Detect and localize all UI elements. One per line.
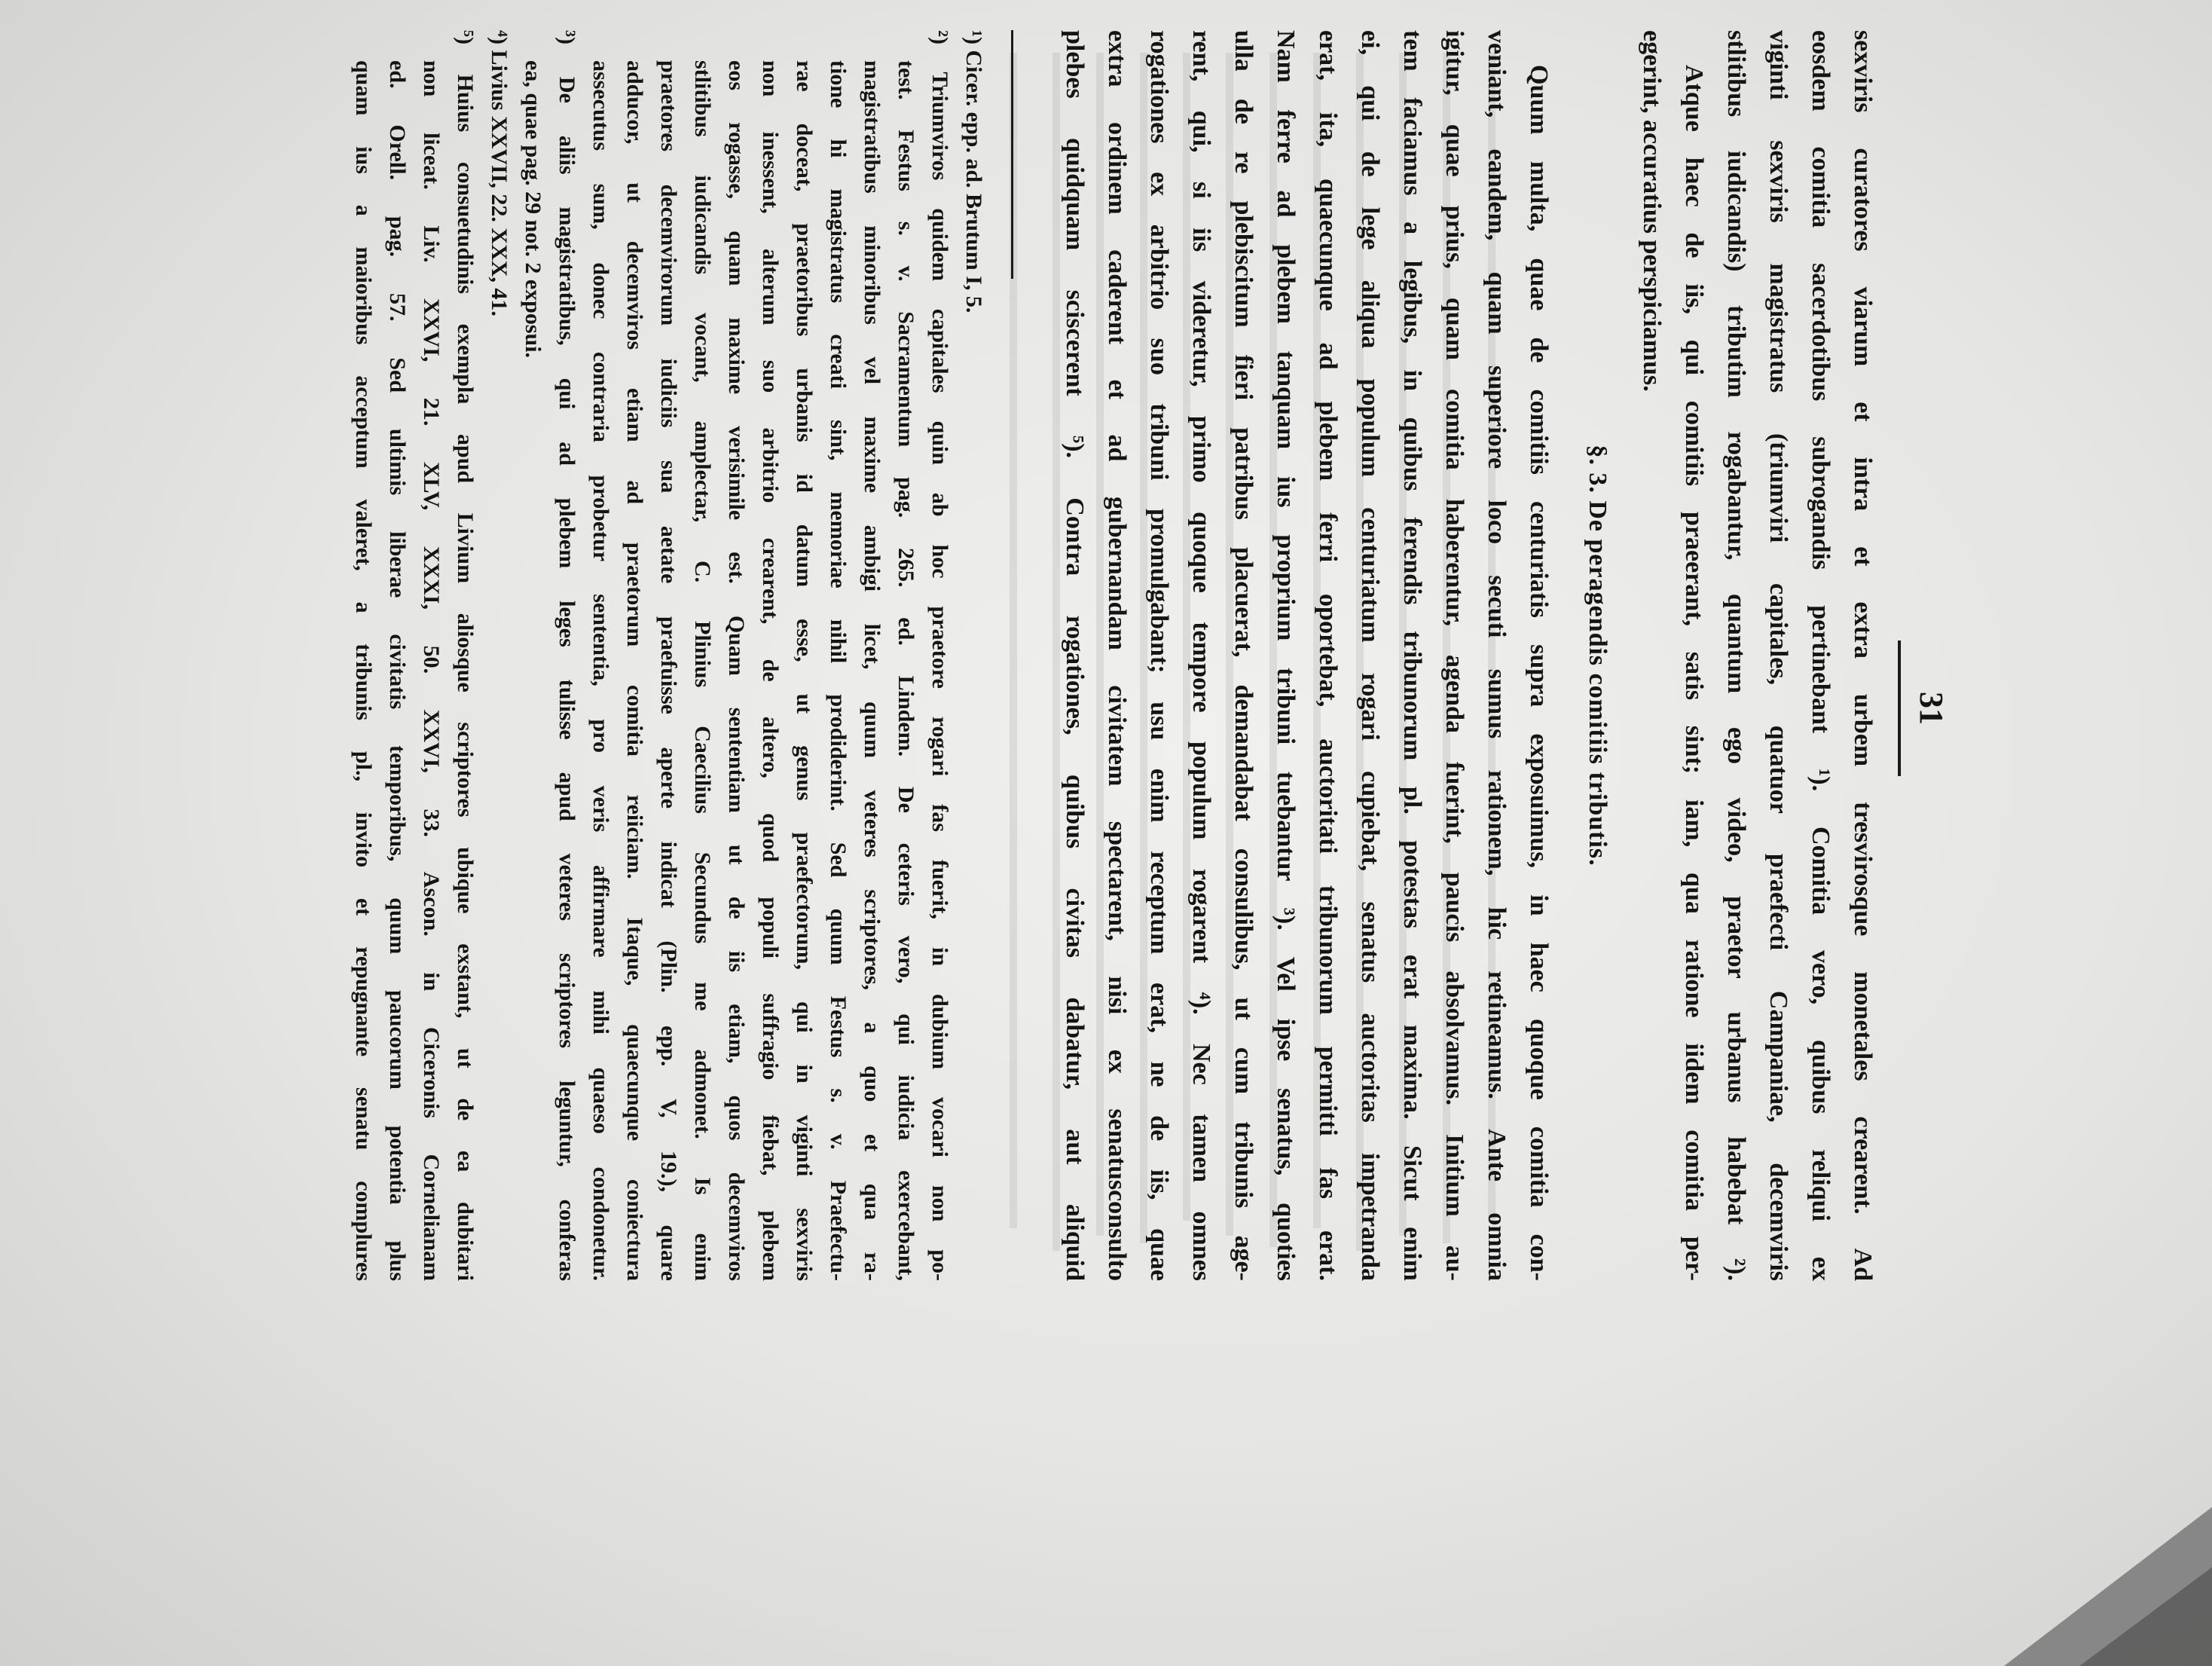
footnote-line: ea, quae pag. 29 not. 2 exposui. [521, 60, 545, 359]
footnote-line: non inessent, alterum suo arbitrio crearent, de altero, quod populi suffragio fiebat, plebem [758, 60, 783, 1281]
footnote: ²) Triumviros quidem capitales quin ab hoc praetore rogari fas fuerit, in dubium vocari non po- [927, 30, 952, 1281]
body-line: tem faciamus a legibus, in quibus ferendis tribunorum pl. potestas erat maxima. Sicut enim [1398, 30, 1426, 1281]
footnote: ⁵) Huius consuetudinis exempla apud Livium aliosque scriptores ubique exstant, ut de ea dubitari [453, 30, 478, 1281]
footnote-line: quam ius a maioribus acceptum valeret, a tribunis pl., invito et repugnante senatu complures [351, 60, 376, 1281]
body-line: veniant, eandem, quam superiore loco secuti sumus rationem, hic retineamus. Ante omnia [1483, 30, 1511, 1281]
body-line: Quum multa, quae de comitiis centuriatis supra exposuimus, in haec quoque comitia con- [1525, 65, 1553, 1281]
footnote-rule [1011, 30, 1013, 279]
footnote-line: non liceat. Liv. XXVI, 21. XLV, XXXI, 50. XXVI, 33. Ascon. in Ciceronis Cornelianam [419, 60, 444, 1281]
footnote-line: magistratibus minoribus vel maxime ambigi licet, quum veteres scriptores, a quo et qua ra- [860, 60, 884, 1281]
body-line: plebes quidquam sciscerent ⁵). Contra rogationes, quibus civitas dabatur, aut aliquid [1061, 30, 1089, 1281]
footnote-line: rae doceat, praetoribus urbanis id datum esse, ut genus praefectorum, qui in viginti sexviris [792, 60, 817, 1281]
body-line: eosdem comitia sacerdotibus subrogandis pertinebant ¹). Comitia vero, quibus reliqui ex [1807, 30, 1835, 1281]
body-line: egerint, accuratius perspiciamus. [1638, 30, 1666, 392]
footnote-line: test. Festus s. v. Sacramentum pag. 265. ed. Lindem. De ceteris vero, qui iudicia exercebant, [894, 60, 918, 1281]
section-heading: §. 3. De peragendis comitiis tributis. [1584, 445, 1612, 867]
body-line: Atque haec de iis, qui comitiis praeerant, satis sint; iam, qua ratione iidem comitia per- [1680, 65, 1708, 1281]
body-line: viginti sexviris magistratus (triumviri capitales, quatuor praefecti Campaniae, decemviris [1764, 30, 1792, 1281]
body-line: rogationes ex arbitrio suo tribuni promulgabant; usu enim receptum erat, ne de iis, quae [1145, 30, 1173, 1281]
page-content [290, 30, 1948, 1613]
footnote: ¹) Cicer. epp. ad. Brutum I, 5. [961, 30, 986, 313]
page-number: 31 [1913, 692, 1950, 725]
footnote-line: stlitibus iudicandis vocant, amplectar, C. Plinius Caecilius Secundus me admonet. Is enim [690, 60, 715, 1281]
footnote-line: praetores decemvirorum iudiciis sua aetate praefuisse aperte indicat (Plin. epp. V, 19.), quare [656, 60, 681, 1281]
body-line: rent, qui, si iis videretur, primo quoque tempore populum rogarent ⁴). Nec tamen omnes [1187, 30, 1215, 1281]
footnote-line: ed. Orell. pag. 57. Sed ultimis liberae civitatis temporibus, quum paucorum potentia plus [385, 60, 410, 1281]
footnote-line: tione hi magistratus creati sint, memoriae nihil prodiderint. Sed quum Festus s. v. Praefectu- [826, 60, 851, 1281]
body-line: sexviris curatores viarum et intra et extra urbem tresvirosque monetales crearent. Ad [1849, 30, 1877, 1281]
body-line: extra ordinem caderent et ad gubernandam civitatem spectarent, nisi ex senatusconsulto [1103, 30, 1131, 1281]
footnote: ⁴) Livius XXVII, 22. XXX, 41. [487, 30, 512, 316]
footnote-line: adducor, ut decemviros etiam ad praetorum comitia reiiciam. Itaque, quaecunque coniectura [622, 60, 647, 1281]
footnote: ³) De aliis magistratibus, qui ad plebem leges tulisse apud veteres scriptores leguntur, conferas [555, 30, 579, 1281]
footnote-line: assecutus sum, donec contraria probetur sententia, pro veris affirmare mihi quaeso condonetur. [588, 60, 613, 1281]
body-line: Nam ferre ad plebem tanquam ius proprium tribuni tuebantur ³). Vel ipse senatus, quoties [1272, 30, 1300, 1281]
page-corner-shadow [2004, 1507, 2212, 1666]
body-line: ei, qui de lege aliqua populum centuriatum rogari cupiebat, senatus auctoritas impetranda [1356, 30, 1384, 1281]
body-line: stlitibus iudicandis) tributim rogabantur, quantum ego video, praetor urbanus habebat ²). [1722, 30, 1750, 1281]
body-line: erat, ita, quaecunque ad plebem ferri oportebat, auctoritati tribunorum permitti fas erat. [1314, 30, 1342, 1281]
footnote-line: eos rogasse, quam maxime verisimile est. Quam sententiam ut de iis etiam, quos decemviros [724, 60, 749, 1281]
body-line: ulla de re plebiscitum fieri patribus placuerat, demandabat consulibus, ut cum tribunis age- [1230, 30, 1257, 1281]
header-rule [1898, 640, 1901, 776]
body-line: igitur, quae prius, quam comitia haberentur, agenda fuerint, paucis absolvamus. Initium au- [1441, 30, 1468, 1281]
